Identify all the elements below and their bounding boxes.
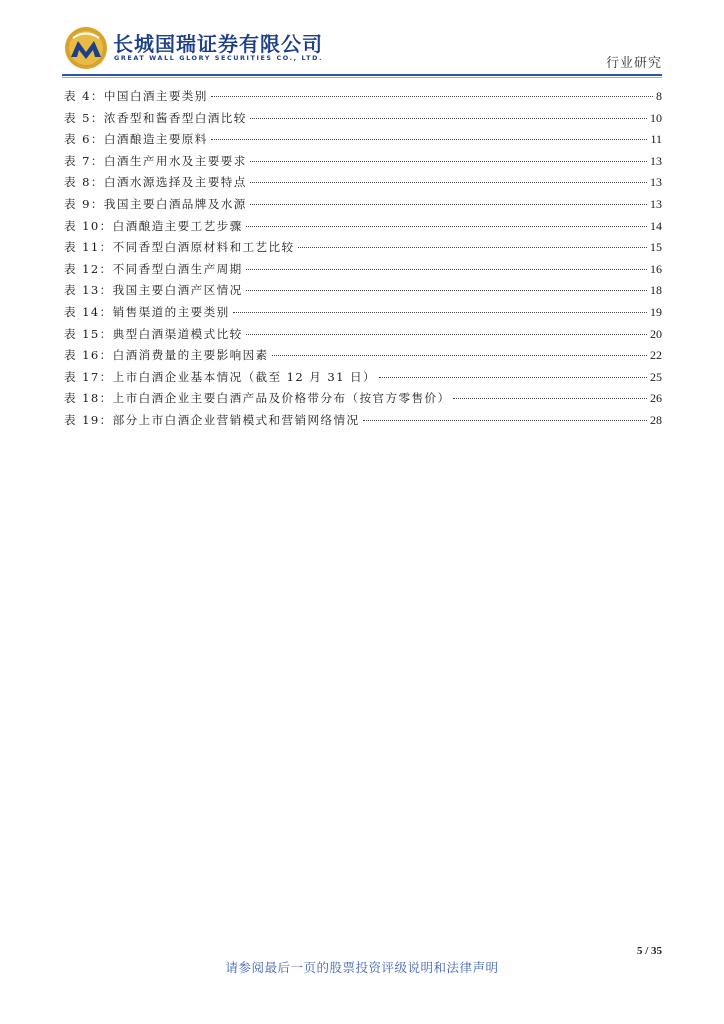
header-rule <box>62 74 662 76</box>
toc-entry-label: 表 15：典型白酒渠道模式比较 <box>64 326 243 341</box>
toc-entry-page: 13 <box>650 153 662 168</box>
toc-entry-label: 表 12：不同香型白酒生产周期 <box>64 261 243 276</box>
section-label: 行业研究 <box>605 56 662 71</box>
toc-leader-dots <box>379 377 647 378</box>
toc-entry[interactable] <box>64 304 662 326</box>
toc-entry-label: 表 16：白酒消费量的主要影响因素 <box>64 348 269 363</box>
toc-leader-dots <box>233 312 647 313</box>
toc-entry-label: 表 7：白酒生产用水及主要要求 <box>64 153 247 168</box>
toc-entry[interactable] <box>64 261 662 283</box>
toc-entry-page: 19 <box>650 304 662 319</box>
toc-entry-page: 13 <box>650 175 662 190</box>
toc-entry[interactable] <box>64 369 662 391</box>
toc-entry-label: 表 6：白酒酿造主要原料 <box>64 132 208 147</box>
toc-entry[interactable] <box>64 153 662 175</box>
toc-entry-label: 表 4：中国白酒主要类别 <box>64 89 208 103</box>
toc-entry[interactable] <box>64 326 662 348</box>
toc-entry-page: 28 <box>650 412 662 427</box>
page-header <box>0 0 724 80</box>
toc-entry[interactable] <box>64 239 662 261</box>
toc-entry-label: 表 14：销售渠道的主要类别 <box>64 304 230 319</box>
company-logo-icon <box>64 26 108 70</box>
toc-leader-dots <box>211 139 648 140</box>
toc-leader-dots <box>250 118 647 119</box>
toc-entry-page: 8 <box>656 89 662 103</box>
toc-leader-dots <box>250 182 647 183</box>
toc-leader-dots <box>211 96 653 97</box>
toc-entry-page: 15 <box>650 240 662 255</box>
toc-entry-page: 25 <box>650 369 662 384</box>
toc-leader-dots <box>363 420 647 421</box>
toc-entry-page: 14 <box>650 218 662 233</box>
toc-entry-page: 10 <box>650 110 662 125</box>
toc-entry-page: 18 <box>650 283 662 298</box>
toc-entry[interactable] <box>64 412 662 434</box>
brand-name-en: GREAT WALL GLORY SECURITIES CO., LTD. <box>114 54 324 62</box>
toc-entry[interactable] <box>64 131 662 153</box>
toc-leader-dots <box>250 161 647 162</box>
toc-entry-label: 表 18：上市白酒企业主要白酒产品及价格带分布（按官方零售价） <box>64 391 451 406</box>
toc-leader-dots <box>453 398 647 399</box>
footer-disclaimer: 请参阅最后一页的股票投资评级说明和法律声明 <box>225 960 499 975</box>
page-number: 5 / 35 <box>636 945 662 957</box>
toc-entry-page: 26 <box>650 391 662 406</box>
toc-leader-dots <box>246 290 647 291</box>
toc-entry-label: 表 10：白酒酿造主要工艺步骤 <box>64 218 243 233</box>
toc-leader-dots <box>246 334 647 335</box>
toc-entry-page: 13 <box>650 196 662 211</box>
brand-name-cn: 长城国瑞证券有限公司 <box>113 32 323 56</box>
table-of-contents <box>64 88 662 434</box>
toc-entry[interactable] <box>64 218 662 240</box>
toc-leader-dots <box>298 247 647 248</box>
toc-leader-dots <box>250 204 647 205</box>
toc-entry-label: 表 19：部分上市白酒企业营销模式和营销网络情况 <box>64 412 360 427</box>
header-rule-thin <box>62 77 662 78</box>
toc-entry-page: 20 <box>650 326 662 341</box>
toc-entry[interactable] <box>64 390 662 412</box>
toc-entry-page: 22 <box>650 348 662 363</box>
toc-entry-page: 11 <box>650 132 662 147</box>
toc-entry-label: 表 11：不同香型白酒原材料和工艺比较 <box>64 240 295 255</box>
toc-entry-label: 表 8：白酒水源选择及主要特点 <box>64 175 247 190</box>
toc-entry-label: 表 5：浓香型和酱香型白酒比较 <box>64 110 247 125</box>
toc-entry[interactable] <box>64 174 662 196</box>
toc-entry[interactable] <box>64 110 662 132</box>
toc-entry-label: 表 13：我国主要白酒产区情况 <box>64 283 243 298</box>
toc-entry-page: 16 <box>650 261 662 276</box>
toc-leader-dots <box>246 226 647 227</box>
toc-entry[interactable] <box>64 282 662 304</box>
toc-entry[interactable] <box>64 196 662 218</box>
toc-entry[interactable] <box>64 347 662 369</box>
toc-entry[interactable] <box>64 88 662 110</box>
toc-leader-dots <box>272 355 647 356</box>
toc-entry-label: 表 9：我国主要白酒品牌及水源 <box>64 196 247 211</box>
toc-entry-label: 表 17：上市白酒企业基本情况（截至 12 月 31 日） <box>64 369 376 384</box>
toc-leader-dots <box>246 269 647 270</box>
